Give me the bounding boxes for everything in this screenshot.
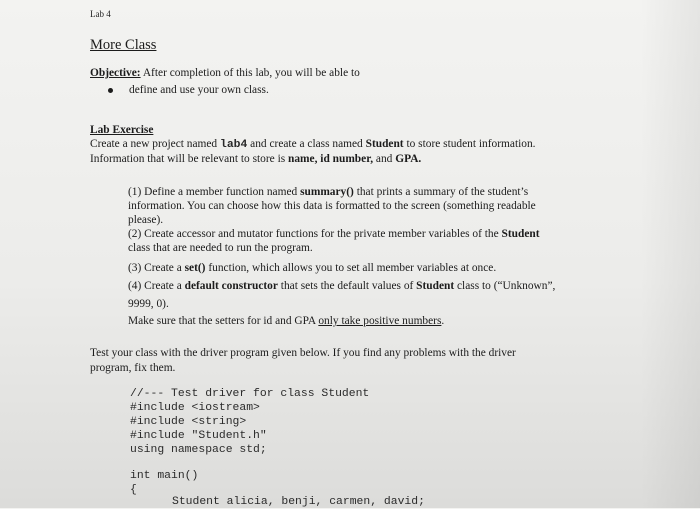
code-line: { <box>130 484 137 496</box>
bullet-dot <box>108 88 113 93</box>
code-line: #include "Student.h" <box>130 430 267 442</box>
class-name: Student <box>416 280 455 292</box>
item-text: (3) Create a <box>128 262 185 274</box>
item4-line1 <box>128 279 555 293</box>
item-text: that prints a summary of the student’s <box>353 186 529 198</box>
class-name: Student <box>365 138 404 150</box>
item-text: (2) Create accessor and mutator functions for the private member variables of the <box>128 228 502 240</box>
note-emphasis: only take positive numbers <box>318 315 442 327</box>
exercise-intro-line1 <box>90 137 536 152</box>
code-line: int main() <box>130 470 199 482</box>
item3-line <box>128 261 496 275</box>
intro-text: and create a class named <box>247 138 366 150</box>
item-text: class to (“Unknown”, <box>454 280 556 292</box>
item-text: (4) Create a <box>128 280 185 292</box>
intro-text: to store student information. <box>403 138 536 150</box>
page-edge-shadow <box>640 0 700 508</box>
field-names: name, id number, <box>288 153 374 165</box>
intro-text: Information that will be relevant to store is <box>90 153 289 165</box>
note-text: . <box>441 315 445 327</box>
class-name: Student <box>501 228 540 240</box>
test-line2: program, fix them. <box>90 362 176 374</box>
item-text: that sets the default values of <box>277 280 417 292</box>
field-gpa: GPA. <box>395 153 422 165</box>
test-line1: Test your class with the driver program given below. If you find any problems with the driver <box>90 347 516 359</box>
exercise-intro-line2 <box>90 152 421 166</box>
intro-text: Create a new project named <box>90 138 220 150</box>
item1-line3: please). <box>128 214 164 226</box>
item4-line2: 9999, 0). <box>128 298 169 310</box>
function-name: set() <box>184 262 206 274</box>
objective-text: After completion of this lab, you will be able to <box>142 67 360 79</box>
objective-label: Objective: <box>90 67 141 79</box>
project-name: lab4 <box>219 139 248 151</box>
function-name: summary() <box>300 186 354 198</box>
intro-text: and <box>373 153 396 165</box>
code-line: //--- Test driver for class Student <box>130 388 370 400</box>
item-text: function, which allows you to set all member variables at once. <box>205 262 497 274</box>
item2-line2: class that are needed to run the program. <box>128 242 313 254</box>
code-line: Student alicia, benji, carmen, david; <box>172 496 425 508</box>
item-text: (1) Define a member function named <box>128 186 301 198</box>
code-line: using namespace std; <box>130 444 267 456</box>
code-line: #include <string> <box>130 416 247 428</box>
item1-line1 <box>128 185 528 199</box>
exercise-heading: Lab Exercise <box>90 124 154 136</box>
code-line: #include <iostream> <box>130 402 260 414</box>
positive-note <box>128 314 444 328</box>
note-text: Make sure that the setters for id and GPA <box>128 315 319 327</box>
objective-bullet: define and use your own class. <box>129 84 269 96</box>
objective-line <box>90 66 360 80</box>
item2-line1 <box>128 227 540 241</box>
lab-label: Lab 4 <box>90 9 111 19</box>
item1-line2: information. You can choose how this data is formatted to the screen (something readable <box>128 200 536 212</box>
page-title: More Class <box>90 37 157 53</box>
constructor-term: default constructor <box>184 280 278 292</box>
